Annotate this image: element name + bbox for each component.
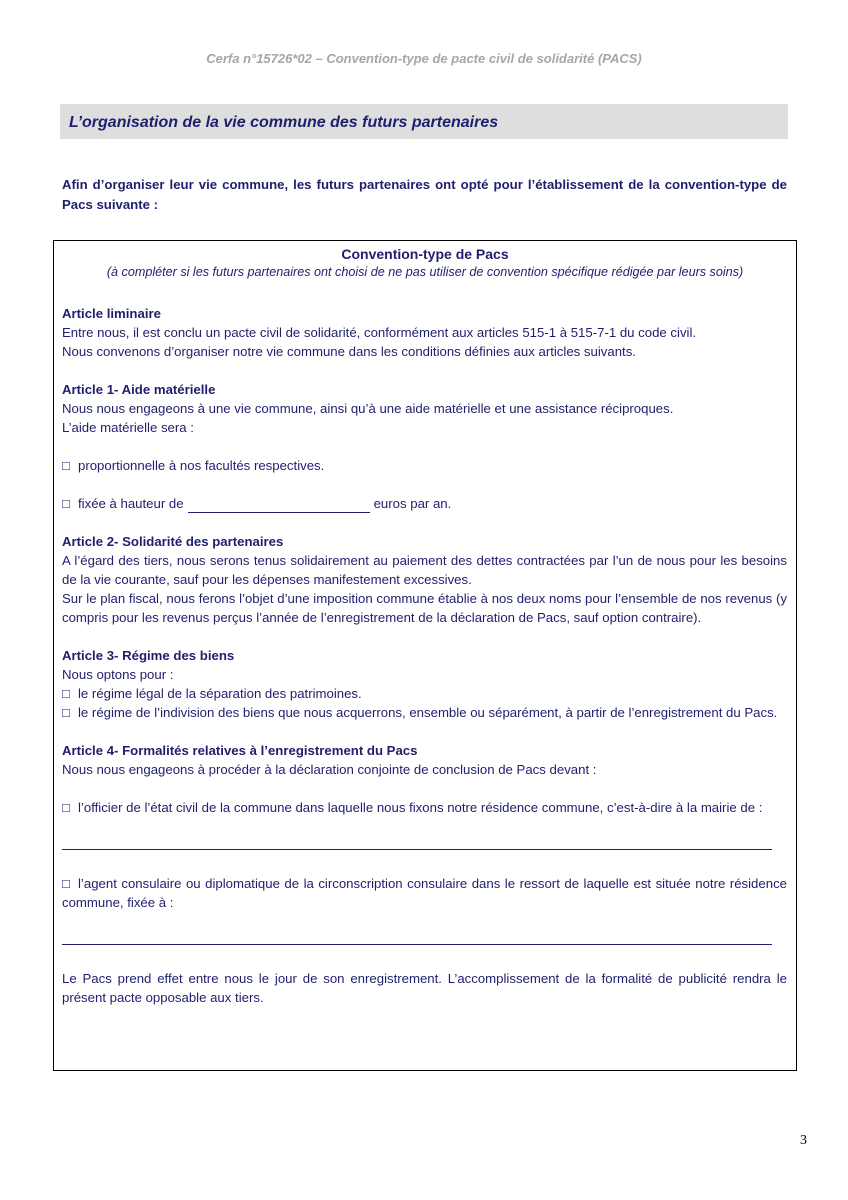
article-1-option-1: [62, 456, 787, 475]
article-3-heading: Article 3- Régime des biens: [62, 648, 235, 663]
convention-subtitle: (à compléter si les futurs partenaires ont choisi de ne pas utiliser de convention spécifique rédigée par leurs soins): [106, 265, 744, 279]
checkbox-icon[interactable]: □: [62, 686, 70, 701]
article-4-option-2-label: l’agent consulaire ou diplomatique de la circonscription consulaire dans le ressort de laquelle est située notre résidence commune, fixée à :: [62, 876, 787, 910]
article-1-option-2: [62, 494, 787, 513]
checkbox-icon[interactable]: □: [62, 496, 70, 511]
article-4-option-1-label: l’officier de l’état civil de la commune dans laquelle nous fixons notre résidence commune, c’est-à-dire à la mairie de :: [78, 800, 763, 815]
section-title: L’organisation de la vie commune des futurs partenaires: [60, 104, 788, 139]
article-3-option-1: [62, 684, 787, 703]
residence-field[interactable]: [62, 931, 787, 950]
article-2-p2: Sur le plan fiscal, nous ferons l’objet d’une imposition commune établie à nos deux noms pour l’ensemble de nos revenus (y compris pour les revenus perçus l’année de l’enregistrement de la déclaration de Pacs, sauf option contraire).: [62, 591, 787, 625]
document-header: Cerfa n°15726*02 – Convention-type de pacte civil de solidarité (PACS): [206, 51, 642, 66]
article-4-option-1: [62, 798, 787, 817]
article-1-option-2-after: euros par an.: [373, 496, 452, 511]
intro-paragraph: Afin d’organiser leur vie commune, les futurs partenaires ont opté pour l’établissement de la convention-type de Pacs suivante :: [62, 177, 787, 212]
mairie-field[interactable]: [62, 836, 787, 855]
article-1-option-2-before: fixée à hauteur de: [78, 496, 184, 511]
article-liminaire-p1: Entre nous, il est conclu un pacte civil de solidarité, conformément aux articles 515-1 à 515-7-1 du code civil.: [62, 325, 697, 340]
checkbox-icon[interactable]: □: [62, 800, 70, 815]
article-1-heading: Article 1- Aide matérielle: [62, 382, 216, 397]
article-3-p1: Nous optons pour :: [62, 667, 174, 682]
convention-title: Convention-type de Pacs: [341, 246, 509, 262]
article-2-heading: Article 2- Solidarité des partenaires: [62, 534, 284, 549]
article-4-closing: Le Pacs prend effet entre nous le jour de son enregistrement. L’accomplissement de la formalité de publicité rendra le présent pacte opposable aux tiers.: [62, 971, 787, 1005]
article-3-option-2-label: le régime de l’indivision des biens que nous acquerrons, ensemble ou séparément, à partir de l’enregistrement du Pacs.: [78, 705, 778, 720]
article-1-option-1-label: proportionnelle à nos facultés respectives.: [78, 458, 325, 473]
checkbox-icon[interactable]: □: [62, 458, 70, 473]
article-2-p1: A l’égard des tiers, nous serons tenus solidairement au paiement des dettes contractées par l’un de nous pour les besoins de la vie courante, sauf pour les dépenses manifestement excessives.: [62, 553, 787, 587]
checkbox-icon[interactable]: □: [62, 705, 70, 720]
article-4-heading: Article 4- Formalités relatives à l’enregistrement du Pacs: [62, 743, 418, 758]
article-3-option-1-label: le régime légal de la séparation des patrimoines.: [78, 686, 362, 701]
article-4-p1: Nous nous engageons à procéder à la déclaration conjointe de conclusion de Pacs devant :: [62, 762, 597, 777]
article-liminaire-p2: Nous convenons d’organiser notre vie commune dans les conditions définies aux articles suivants.: [62, 344, 636, 359]
article-liminaire-heading: Article liminaire: [62, 306, 161, 321]
checkbox-icon[interactable]: □: [62, 876, 70, 891]
article-4-option-2: [62, 874, 787, 912]
page-number: 3: [800, 1133, 807, 1148]
amount-field[interactable]: [188, 498, 370, 513]
convention-content: [62, 304, 787, 1007]
article-1-p1: Nous nous engageons à une vie commune, ainsi qu’à une aide matérielle et une assistance réciproques.: [62, 401, 674, 416]
article-1-p2: L’aide matérielle sera :: [62, 420, 194, 435]
article-3-option-2: [62, 703, 787, 722]
